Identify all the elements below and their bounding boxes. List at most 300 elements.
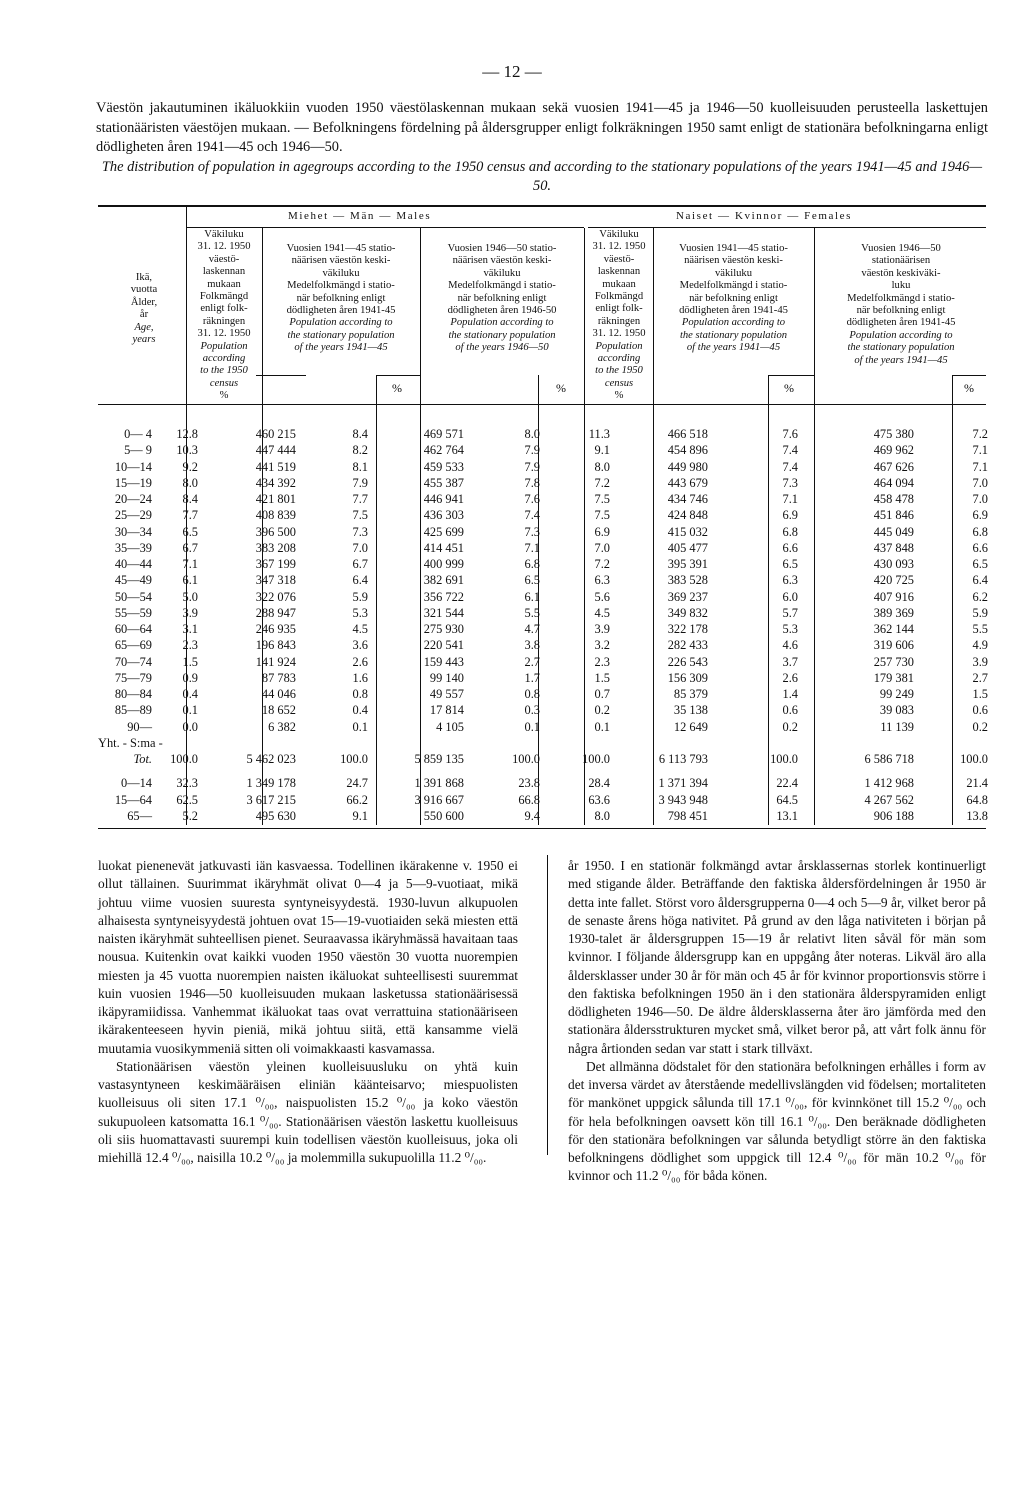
value-cell: 1 391 868	[414, 776, 464, 791]
value-cell: 6.9	[782, 508, 798, 523]
value-cell: 436 303	[423, 508, 464, 523]
value-cell: 7.8	[524, 475, 540, 490]
value-cell: 6.6	[972, 540, 988, 555]
value-cell: 464 094	[873, 475, 914, 490]
value-cell: 349 832	[667, 605, 708, 620]
value-cell: 495 630	[255, 808, 296, 823]
age-cell: 75—79	[114, 670, 152, 685]
value-cell: 4 267 562	[864, 792, 914, 807]
empty-cell	[198, 735, 296, 751]
table-row	[98, 605, 988, 621]
value-cell: 7.5	[352, 508, 368, 523]
value-cell: 2.3	[594, 654, 610, 669]
m-4145-header: Vuosien 1941—45 statio- näärisen väestön keski- väkiluku Medelfolkmängd i statio- när befolkning enligt dödligheten åren 1941-45 Population according to the stationary population of the years 1941—45	[286, 243, 396, 354]
broad-group-row	[98, 775, 988, 791]
value-cell: 246 935	[255, 622, 296, 636]
value-cell: 3.9	[972, 654, 988, 669]
value-cell: 467 626	[873, 459, 914, 474]
value-cell: 44 046	[261, 687, 296, 701]
value-cell: 447 444	[255, 443, 296, 458]
value-cell: 179 381	[873, 670, 914, 685]
value-cell: 5.5	[524, 605, 540, 620]
table-row	[98, 524, 988, 540]
table-row	[98, 719, 988, 735]
value-cell: 6.7	[182, 540, 198, 555]
finnish-paragraph-2: Stationäärisen väestön yleinen kuolleisuusluku on yhtä kuin vastasyntyneen keskimääräisen eliniän käänteisarvo; miespuolisten kuolleisuus oli siten 17.1 ⁰/₀₀, naispuolisten 15.2 ⁰/₀₀ ja koko väestön sukupuoleen katsomatta 16.1 ⁰/₀₀. Stationäärisen väestön laskettu kuolleisuus oli siis huomattavasti suurempi kuin todellisen väestön kuolleisuus, joka oli miehillä 12.4 ⁰/₀₀, naisilla 10.2 ⁰/₀₀ ja molemmilla sukupuolilla 11.2 ⁰/₀₀.	[98, 1058, 518, 1165]
value-cell: 7.7	[182, 508, 198, 523]
value-cell: 455 387	[423, 475, 464, 490]
value-cell: 6.7	[352, 557, 368, 571]
table-row	[98, 670, 988, 686]
m-4650-pct-label: %	[556, 381, 566, 395]
table-row	[98, 556, 988, 572]
value-cell: 5.9	[972, 605, 988, 620]
value-cell: 906 188	[873, 808, 914, 823]
females-pct-rule-1	[768, 375, 814, 376]
value-cell: 407 916	[873, 589, 914, 604]
females-group-rule	[588, 227, 986, 228]
value-cell: 4.6	[782, 638, 798, 653]
age-cell: 40—44	[114, 557, 152, 571]
empty-cell	[610, 735, 708, 751]
value-cell: 3 943 948	[658, 792, 708, 807]
value-cell: 550 600	[423, 808, 464, 823]
value-cell: 0.1	[182, 703, 198, 718]
table-row	[98, 686, 988, 702]
value-cell: 2.7	[972, 670, 988, 685]
caption-en: The distribution of population in agegroups according to the 1950 census and according to the stationary populations of the years 1941—45 and 1946—50.	[101, 158, 983, 194]
value-cell: 0.4	[352, 703, 368, 718]
value-cell: 5.6	[594, 589, 610, 604]
value-cell: 322 178	[667, 622, 708, 636]
value-cell: 6.5	[782, 557, 798, 571]
value-cell: 7.9	[524, 459, 540, 474]
value-cell: 5.3	[352, 605, 368, 620]
males-header: Miehet — Män — Males	[288, 210, 432, 222]
total-value-cell: 6 586 718	[864, 752, 914, 766]
value-cell: 8.4	[182, 492, 198, 506]
value-cell: 2.7	[524, 654, 540, 669]
value-cell: 6.5	[524, 573, 540, 588]
table-row	[98, 637, 988, 653]
age-cell: 70—74	[114, 654, 152, 669]
value-cell: 8.1	[352, 459, 368, 474]
value-cell: 13.8	[966, 808, 988, 823]
value-cell: 458 478	[873, 492, 914, 506]
age-cell: 10—14	[114, 459, 152, 474]
value-cell: 451 846	[873, 508, 914, 523]
value-cell: 7.4	[782, 459, 798, 474]
value-cell: 7.2	[594, 557, 610, 571]
value-cell: 7.9	[352, 475, 368, 490]
value-cell: 400 999	[423, 557, 464, 571]
value-cell: 7.0	[594, 540, 610, 555]
value-cell: 6.5	[182, 524, 198, 539]
header-bottom-rule	[98, 404, 986, 405]
value-cell: 23.8	[518, 776, 540, 791]
age-cell: 0—14	[121, 776, 152, 791]
value-cell: 6.8	[782, 524, 798, 539]
value-cell: 7.9	[524, 443, 540, 458]
value-cell: 63.6	[588, 792, 610, 807]
value-cell: 7.3	[352, 524, 368, 539]
value-cell: 62.5	[176, 792, 198, 807]
value-cell: 434 392	[255, 475, 296, 490]
value-cell: 7.3	[524, 524, 540, 539]
value-cell: 383 208	[255, 540, 296, 555]
value-cell: 3.2	[594, 638, 610, 653]
value-cell: 7.1	[524, 540, 540, 555]
m-4145-pct-label: %	[392, 381, 402, 395]
value-cell: 3.6	[352, 638, 368, 653]
males-pct-rule-2	[376, 375, 420, 376]
value-cell: 66.8	[518, 792, 540, 807]
value-cell: 322 076	[255, 589, 296, 604]
value-cell: 49 557	[429, 687, 464, 701]
value-cell: 0.7	[594, 687, 610, 701]
value-cell: 21.4	[966, 776, 988, 791]
f-census-header: Väkiluku 31. 12. 1950 väestö- laskennan mukaan Folkmängd enligt folk- räkningen 31. 12. 1950 Population according to the 1950 census %	[592, 229, 646, 402]
table-row	[98, 654, 988, 670]
value-cell: 466 518	[667, 427, 708, 441]
value-cell: 6.9	[594, 524, 610, 539]
value-cell: 6.1	[182, 573, 198, 588]
value-cell: 257 730	[873, 654, 914, 669]
value-cell: 0.2	[972, 719, 988, 734]
value-cell: 1 349 178	[246, 776, 296, 791]
age-cell: 80—84	[114, 687, 152, 701]
value-cell: 446 941	[423, 492, 464, 506]
value-cell: 0.6	[782, 703, 798, 718]
value-cell: 6.8	[972, 524, 988, 539]
swedish-text-column	[568, 857, 986, 1186]
value-cell: 425 699	[423, 524, 464, 539]
value-cell: 5.3	[782, 622, 798, 636]
value-cell: 1.5	[182, 654, 198, 669]
table-row	[98, 507, 988, 523]
value-cell: 8.0	[594, 808, 610, 823]
total-label: Yht. - S:ma -	[98, 735, 163, 750]
value-cell: 13.1	[776, 808, 798, 823]
value-cell: 441 519	[255, 459, 296, 474]
value-cell: 454 896	[667, 443, 708, 458]
value-cell: 99 140	[429, 670, 464, 685]
value-cell: 7.7	[352, 492, 368, 506]
age-cell: 85—89	[114, 703, 152, 718]
value-cell: 0.4	[182, 687, 198, 701]
value-cell: 7.2	[972, 427, 988, 441]
table-caption	[96, 99, 988, 197]
value-cell: 405 477	[667, 540, 708, 555]
total-value-cell: 100.0	[770, 752, 798, 766]
table-row	[98, 572, 988, 588]
age-cell: 35—39	[114, 540, 152, 555]
empty-cell	[708, 735, 798, 751]
value-cell: 469 962	[873, 443, 914, 458]
value-cell: 282 433	[667, 638, 708, 653]
age-cell: 15—19	[114, 475, 152, 490]
value-cell: 6.4	[352, 573, 368, 588]
value-cell: 5.0	[182, 589, 198, 604]
value-cell: 420 725	[873, 573, 914, 588]
value-cell: 389 369	[873, 605, 914, 620]
value-cell: 5.7	[782, 605, 798, 620]
value-cell: 7.1	[182, 557, 198, 571]
value-cell: 7.0	[972, 492, 988, 506]
value-cell: 3.8	[524, 638, 540, 653]
age-cell: 15—64	[114, 792, 152, 807]
total-value-cell: 5 859 135	[414, 752, 464, 766]
table-body	[98, 426, 988, 824]
empty-cell	[296, 735, 368, 751]
table-bottom-rule	[98, 828, 986, 829]
value-cell: 408 839	[255, 508, 296, 523]
value-cell: 383 528	[667, 573, 708, 588]
total-value-cell: 5 462 023	[246, 752, 296, 766]
age-cell: 25—29	[114, 508, 152, 523]
value-cell: 7.1	[972, 459, 988, 474]
value-cell: 28.4	[588, 776, 610, 791]
row-spacer	[98, 767, 988, 775]
value-cell: 396 500	[255, 524, 296, 539]
table-row	[98, 491, 988, 507]
value-cell: 159 443	[423, 654, 464, 669]
age-cell: 45—49	[114, 573, 152, 588]
value-cell: 0.9	[182, 670, 198, 685]
value-cell: 12 649	[673, 719, 708, 734]
age-cell: 65—	[127, 808, 152, 823]
value-cell: 0.8	[524, 687, 540, 701]
caption-fi: Väestön jakautuminen ikäluokkiin vuoden 1950 väestölaskennan mukaan sekä vuosien 1941—45 ja 1946—50 kuolleisuuden perusteella laskettujen stationääristen väestöjen mukaan.	[96, 100, 988, 136]
value-cell: 3 617 215	[246, 792, 296, 807]
males-pct-rule-1	[256, 375, 306, 376]
value-cell: 356 722	[423, 589, 464, 604]
females-header: Naiset — Kvinnor — Females	[676, 210, 853, 222]
value-cell: 7.5	[594, 492, 610, 506]
value-cell: 141 924	[255, 654, 296, 669]
value-cell: 6.0	[782, 589, 798, 604]
value-cell: 6.4	[972, 573, 988, 588]
empty-cell	[540, 735, 610, 751]
total-value-cell: 100.0	[582, 752, 610, 766]
age-cell: 65—69	[114, 638, 152, 653]
value-cell: 414 451	[423, 540, 464, 555]
value-cell: 369 237	[667, 589, 708, 604]
empty-cell	[368, 735, 464, 751]
f-4145-header: Vuosien 1941—45 statio- näärisen väestön keski- väkiluku Medelfolkmängd i statio- när befolkning enligt dödligheten åren 1941-45 Population according to the stationary population of the years 1941—45	[679, 243, 788, 354]
value-cell: 7.2	[594, 475, 610, 490]
value-cell: 220 541	[423, 638, 464, 653]
females-pct-rule-2	[952, 375, 986, 376]
value-cell: 434 746	[667, 492, 708, 506]
age-cell: 50—54	[114, 589, 152, 604]
males-group-rule	[186, 227, 584, 228]
total-value-cell: 100.0	[340, 752, 368, 766]
value-cell: 8.2	[352, 443, 368, 458]
value-cell: 7.0	[972, 475, 988, 490]
value-cell: 7.1	[782, 492, 798, 506]
value-cell: 6.5	[972, 557, 988, 571]
value-cell: 7.6	[524, 492, 540, 506]
value-cell: 1.5	[594, 670, 610, 685]
value-cell: 321 544	[423, 605, 464, 620]
value-cell: 6.1	[524, 589, 540, 604]
value-cell: 1 412 968	[864, 776, 914, 791]
value-cell: 156 309	[667, 670, 708, 685]
value-cell: 7.4	[782, 443, 798, 458]
value-cell: 475 380	[873, 427, 914, 441]
value-cell: 0.2	[594, 703, 610, 718]
value-cell: 424 848	[667, 508, 708, 523]
value-cell: 0.3	[524, 703, 540, 718]
caption-sv: — Befolkningens fördelning på åldersgrupper enligt folkräkningen 1950 samt enligt de stationära befolkningarna enligt dödligheten åren 1941—45 och 1946—50.	[96, 119, 988, 155]
value-cell: 87 783	[261, 670, 296, 685]
value-cell: 9.1	[594, 443, 610, 458]
age-cell: 5— 9	[124, 443, 152, 458]
value-cell: 6.6	[782, 540, 798, 555]
value-cell: 275 930	[423, 622, 464, 636]
value-cell: 0.6	[972, 703, 988, 718]
age-cell: 0— 4	[124, 427, 152, 441]
value-cell: 9.1	[352, 808, 368, 823]
empty-cell	[798, 735, 914, 751]
value-cell: 0.1	[594, 719, 610, 734]
table-row	[98, 702, 988, 718]
value-cell: 7.5	[594, 508, 610, 523]
empty-cell	[914, 735, 988, 751]
value-cell: 17 814	[429, 703, 464, 718]
broad-group-row	[98, 808, 988, 824]
value-cell: 6.3	[594, 573, 610, 588]
value-cell: 0.1	[524, 719, 540, 734]
value-cell: 798 451	[667, 808, 708, 823]
age-cell: 60—64	[114, 622, 152, 636]
value-cell: 0.1	[352, 719, 368, 734]
value-cell: 0.0	[182, 719, 198, 734]
value-cell: 11 139	[880, 719, 914, 734]
value-cell: 449 980	[667, 459, 708, 474]
value-cell: 460 215	[255, 427, 296, 441]
value-cell: 99 249	[879, 687, 914, 701]
table-row	[98, 589, 988, 605]
value-cell: 8.4	[352, 427, 368, 441]
value-cell: 7.4	[524, 508, 540, 523]
value-cell: 4.7	[524, 622, 540, 636]
value-cell: 6.2	[972, 589, 988, 604]
total-value-cell: 100.0	[960, 752, 988, 766]
value-cell: 196 843	[255, 638, 296, 653]
value-cell: 8.0	[182, 475, 198, 490]
value-cell: 6.3	[782, 573, 798, 588]
value-cell: 3.1	[182, 622, 198, 636]
value-cell: 9.2	[182, 459, 198, 474]
value-cell: 4.5	[352, 622, 368, 636]
table-row	[98, 459, 988, 475]
value-cell: 12.8	[176, 427, 198, 441]
value-cell: 1.4	[782, 687, 798, 701]
value-cell: 6.8	[524, 557, 540, 571]
table-row	[98, 621, 988, 637]
value-cell: 469 571	[423, 427, 464, 441]
value-cell: 3.7	[782, 654, 798, 669]
total-value-cell: 100.0	[170, 752, 198, 766]
value-cell: 1.6	[352, 670, 368, 685]
value-cell: 2.3	[182, 638, 198, 653]
value-cell: 443 679	[667, 475, 708, 490]
empty-cell	[464, 735, 540, 751]
value-cell: 3.9	[182, 605, 198, 620]
value-cell: 4 105	[436, 719, 464, 734]
table-top-rule	[98, 205, 986, 207]
value-cell: 10.3	[176, 443, 198, 458]
value-cell: 0.2	[782, 719, 798, 734]
value-cell: 39 083	[879, 703, 914, 718]
value-cell: 3.9	[594, 622, 610, 636]
value-cell: 18 652	[261, 703, 296, 718]
value-cell: 3 916 667	[414, 792, 464, 807]
value-cell: 6.9	[972, 508, 988, 523]
age-cell: 30—34	[114, 524, 152, 539]
value-cell: 1.7	[524, 670, 540, 685]
table-row	[98, 475, 988, 491]
value-cell: 395 391	[667, 557, 708, 571]
value-cell: 9.4	[524, 808, 540, 823]
value-cell: 1.5	[972, 687, 988, 701]
value-cell: 430 093	[873, 557, 914, 571]
value-cell: 319 606	[873, 638, 914, 653]
value-cell: 64.8	[966, 792, 988, 807]
value-cell: 22.4	[776, 776, 798, 791]
total-value-cell: 100.0	[512, 752, 540, 766]
table-row	[98, 540, 988, 556]
age-cell: 20—24	[114, 492, 152, 506]
total-label-row	[98, 735, 988, 751]
total-row	[98, 751, 988, 767]
value-cell: 1 371 394	[658, 776, 708, 791]
value-cell: 462 764	[423, 443, 464, 458]
value-cell: 32.3	[176, 776, 198, 791]
value-cell: 421 801	[255, 492, 296, 506]
value-cell: 459 533	[423, 459, 464, 474]
value-cell: 226 543	[667, 654, 708, 669]
value-cell: 2.6	[352, 654, 368, 669]
swedish-paragraph-2: Det allmänna dödstalet för den stationära befolkningen erhålles i form av det inversa värdet av återstående medellivslängden vid födelsen; mortaliteten för mankönet uppgick sålunda till 17.1 ⁰/₀₀, för kvinnkönet till 15.2 ⁰/₀₀ och för hela befolkningen oavsett kön till 16.1 ⁰/₀₀. Den beräknade dödligheten för den stationära befolkningen var sålunda betydligt större än den faktiska befolkningens dödlighet som uppgick till 12.4 ⁰/₀₀ för män 10.2 ⁰/₀₀ för kvinnor och 11.2 ⁰/₀₀ för båda könen.	[568, 1058, 986, 1184]
table-row	[98, 426, 988, 442]
value-cell: 66.2	[346, 792, 368, 807]
value-cell: 362 144	[873, 622, 914, 636]
value-cell: 8.0	[524, 427, 540, 441]
m-census-header: Väkiluku 31. 12. 1950 väestö- laskennan mukaan Folkmängd enligt folk- räkningen 31. 12. 1950 Population according to the 1950 census %	[197, 229, 251, 402]
value-cell: 347 318	[255, 573, 296, 588]
f-4650-pct-label: %	[964, 381, 974, 395]
value-cell: 8.0	[594, 459, 610, 474]
population-table	[98, 426, 988, 824]
value-cell: 64.5	[776, 792, 798, 807]
finnish-text-column	[98, 857, 518, 1167]
column-divider	[547, 855, 548, 1155]
spacer-cell	[98, 767, 988, 775]
value-cell: 7.1	[972, 443, 988, 458]
value-cell: 288 947	[255, 605, 296, 620]
m-4650-header: Vuosien 1946—50 statio- näärisen väestön keski- väkiluku Medelfolkmängd i statio- när befolkning enligt dödligheten åren 1946-50 Population according to the stationary population of the years 1946—50	[447, 243, 557, 354]
value-cell: 11.3	[588, 427, 610, 441]
f-4650-header: Vuosien 1946—50 stationäärisen väestön keskiväki- luku Medelfolkmängd i statio- när befolkning enligt dödligheten åren 1941-45 Population according to the stationary population of the years 1941—45	[846, 243, 956, 366]
value-cell: 415 032	[667, 524, 708, 539]
value-cell: 367 199	[255, 557, 296, 571]
page-number: — 12 —	[482, 62, 542, 81]
value-cell: 4.9	[972, 638, 988, 653]
value-cell: 5.5	[972, 622, 988, 636]
